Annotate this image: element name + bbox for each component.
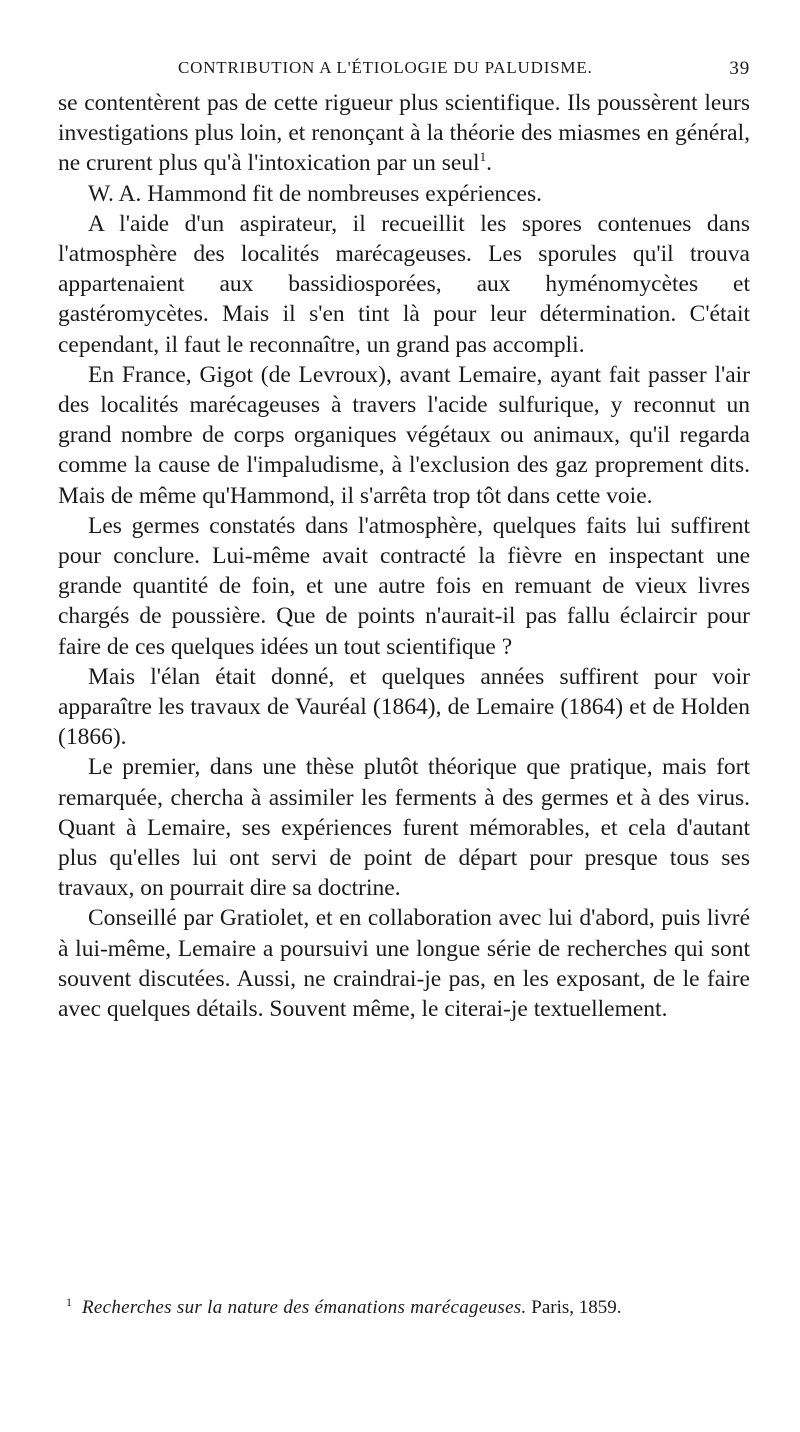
paragraph: W. A. Hammond fit de nombreuses expériences. bbox=[88, 180, 543, 207]
paragraph: Conseillé par Gratiolet, et en collaboration avec lui d'abord, puis livré à lui-même, Lemaire a poursuivi une longue série de recherches qui sont souvent discutées. Aussi, ne craindrai-je pas, en les exposant, de le faire avec quelques détails. Souvent même, le citerai-je textuellement. bbox=[58, 905, 750, 1023]
paragraph: A l'aide d'un aspirateur, il recueillit les spores contenues dans l'atmosphère des localités marécageuses. Les sporules qu'il trouva appartenaient aux bassidiosporées, aux hyménomycètes et gastéromycètes. Mais il s'en tint là pour leur détermination. C'était cependant, il faut le reconnaître, un grand pas accompli. bbox=[58, 210, 750, 358]
running-title: CONTRIBUTION A L'ÉTIOLOGIE DU PALUDISME. bbox=[178, 58, 593, 77]
page bbox=[58, 56, 750, 1024]
paragraph: se contentèrent pas de cette rigueur plus scientifique. Ils poussèrent leurs investigations plus loin, et renonçant à la théorie des miasmes en général, ne crurent plus qu'à l'intoxication par un seul$^1$. bbox=[58, 90, 750, 177]
paragraph: Les germes constatés dans l'atmosphère, quelques faits lui suffirent pour conclure. Lui-même avait contracté la fièvre en inspectant une grande quantité de foin, et une autre fois en remuant de vieux livres chargés de poussière. Que de points n'aurait-il pas fallu éclaircir pour faire de ces quelques idées un tout scientifique ? bbox=[58, 512, 750, 660]
footnote bbox=[58, 1296, 750, 1320]
paragraph: Mais l'élan était donné, et quelques années suffirent pour voir apparaître les travaux de Vauréal (1864), de Lemaire (1864) et de Holden (1866). bbox=[58, 663, 750, 751]
running-head bbox=[58, 56, 750, 86]
page-number: 39 bbox=[729, 58, 750, 79]
paragraph: Le premier, dans une thèse plutôt théorique que pratique, mais fort remarquée, chercha à assimiler les ferments à des germes et à des virus. Quant à Lemaire, ses expériences furent mémorables, et cela d'autant plus qu'elles lui ont servi de point de départ pour presque tous ses travaux, on pourrait dire sa doctrine. bbox=[58, 754, 750, 902]
footnote-mark: 1 bbox=[66, 1294, 72, 1309]
paragraph: En France, Gigot (de Levroux), avant Lemaire, ayant fait passer l'air des localités marécageuses à travers l'acide sulfurique, y reconnut un grand nombre de corps organiques végétaux ou animaux, qu'il regarda comme la cause de l'impaludisme, à l'exclusion des gaz proprement dits. Mais de même qu'Hammond, il s'arrêta trop tôt dans cette voie. bbox=[58, 361, 750, 509]
body-text bbox=[58, 88, 750, 1024]
footnote-title: Recherches sur la nature des émanations marécageuses. bbox=[82, 1297, 527, 1318]
footnote-ref: 1 bbox=[479, 149, 487, 165]
footnote-rest: Paris, 1859. bbox=[531, 1297, 622, 1318]
